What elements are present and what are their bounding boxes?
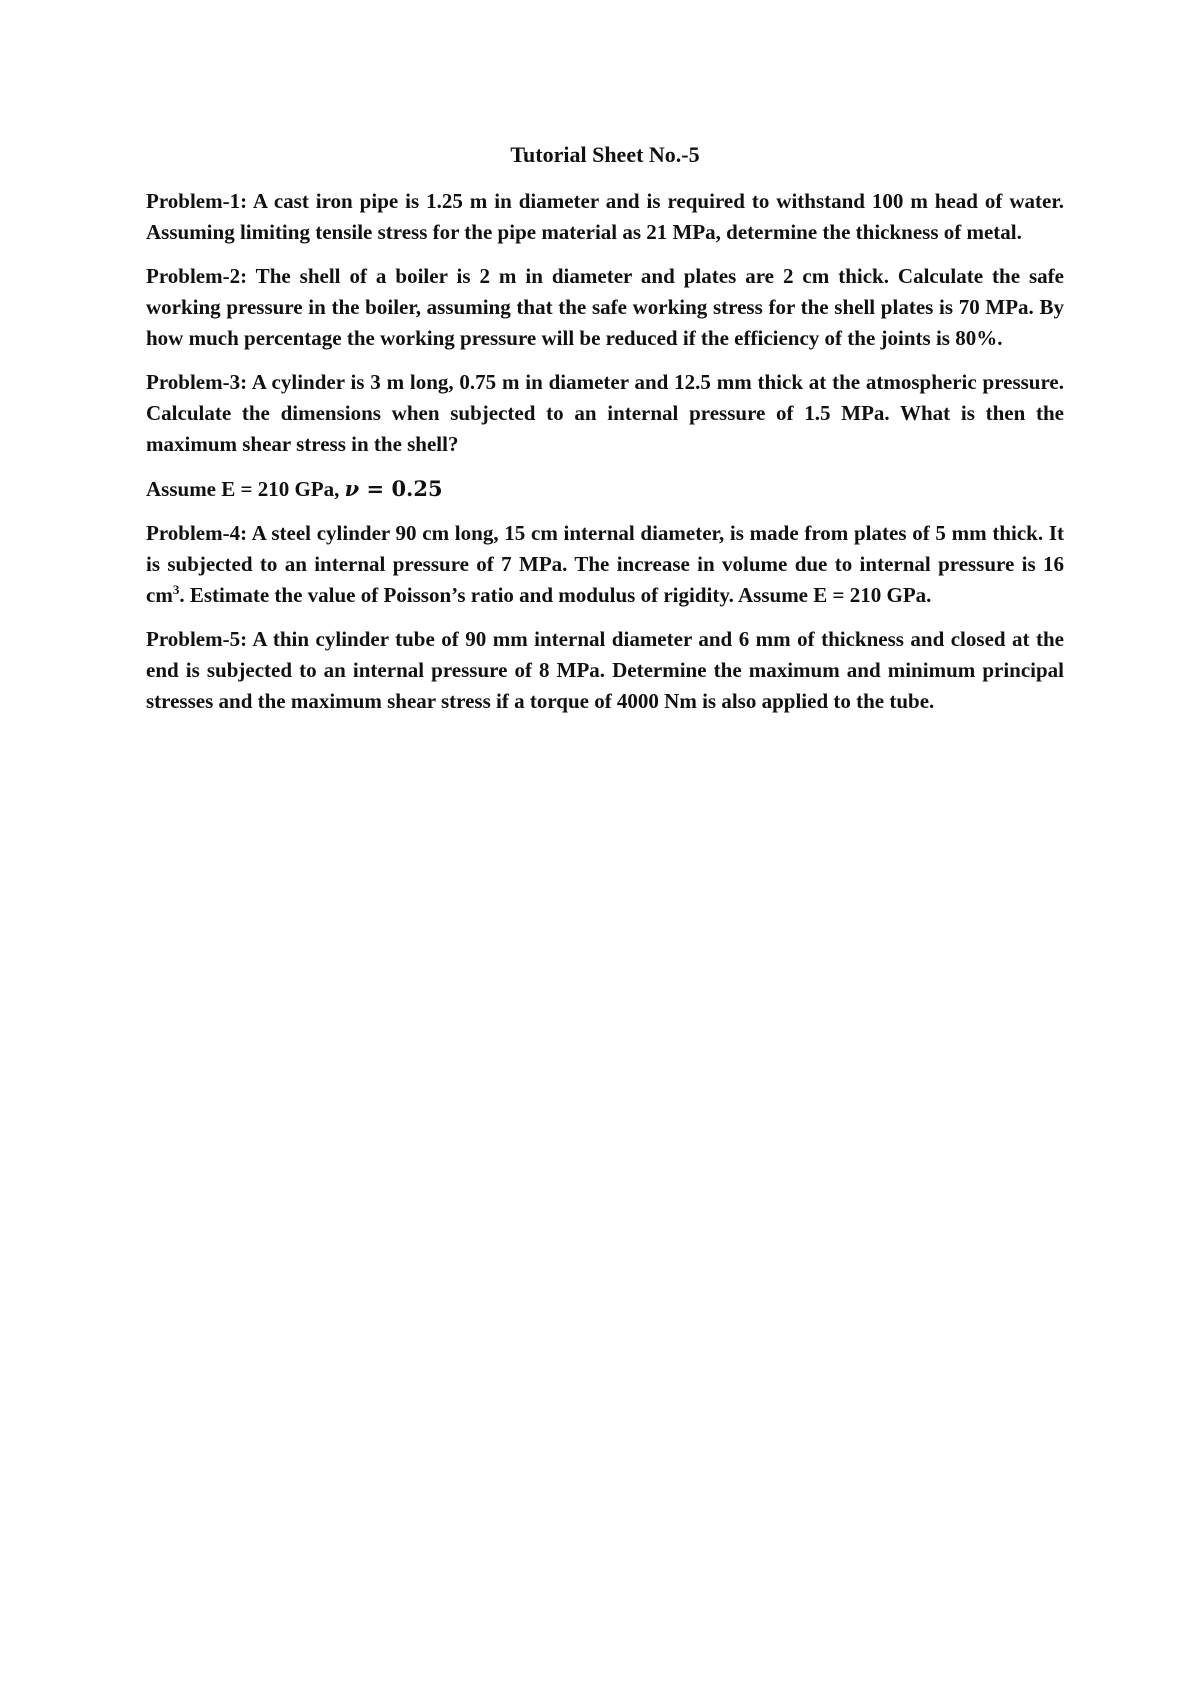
problem-3-label: Problem-3: [146,370,248,394]
poisson-value: 0.25 [391,476,443,501]
equals-sign: = [359,476,392,501]
problem-1 [146,186,1064,248]
cubic-superscript: 3 [172,582,180,597]
tutorial-sheet [146,140,1064,730]
problem-3 [146,367,1064,460]
assume-constants [146,473,1064,505]
problem-2-label: Problem-2: [146,264,248,288]
problem-1-text: A cast iron pipe is 1.25 m in diameter and is required to withstand 100 m head of water. Assuming limiting tensile stress for the pipe material as 21 MPa, determine the thickness of metal. [146,189,1064,244]
assume-text: Assume E = 210 GPa, [146,477,345,501]
problem-2 [146,261,1064,354]
poisson-symbol: ν [344,476,360,501]
problem-4-label: Problem-4: [146,521,248,545]
problem-5-label: Problem-5: [146,627,248,651]
problem-5 [146,624,1064,717]
sheet-title: Tutorial Sheet No.-5 [510,142,700,167]
problem-1-label: Problem-1: [146,189,248,213]
problem-4-text-before: A steel cylinder 90 cm long, 15 cm internal diameter, is made from plates of 5 mm thick. It is subjected to an internal pressure of 7 MPa. The increase in volume due to internal pressure is 16 cm [146,521,1064,607]
problem-5-text: A thin cylinder tube of 90 mm internal diameter and 6 mm of thickness and closed at the end is subjected to an internal pressure of 8 MPa. Determine the maximum and minimum principal stresses and the maximum shear stress if a torque of 4000 Nm is also applied to the tube. [146,627,1064,713]
problem-3-text: A cylinder is 3 m long, 0.75 m in diameter and 12.5 mm thick at the atmospheric pressure. Calculate the dimensions when subjected to an internal pressure of 1.5 MPa. What is then the maximum shear stress in the shell? [146,370,1064,456]
problem-4 [146,518,1064,611]
problem-4-text-after: . Estimate the value of Poisson’s ratio and modulus of rigidity. Assume E = 210 GPa. [179,583,932,607]
problem-2-text: The shell of a boiler is 2 m in diameter and plates are 2 cm thick. Calculate the safe working pressure in the boiler, assuming that the safe working stress for the shell plates is 70 MPa. By how much percentage the working pressure will be reduced if the efficiency of the joints is 80%. [146,264,1064,350]
